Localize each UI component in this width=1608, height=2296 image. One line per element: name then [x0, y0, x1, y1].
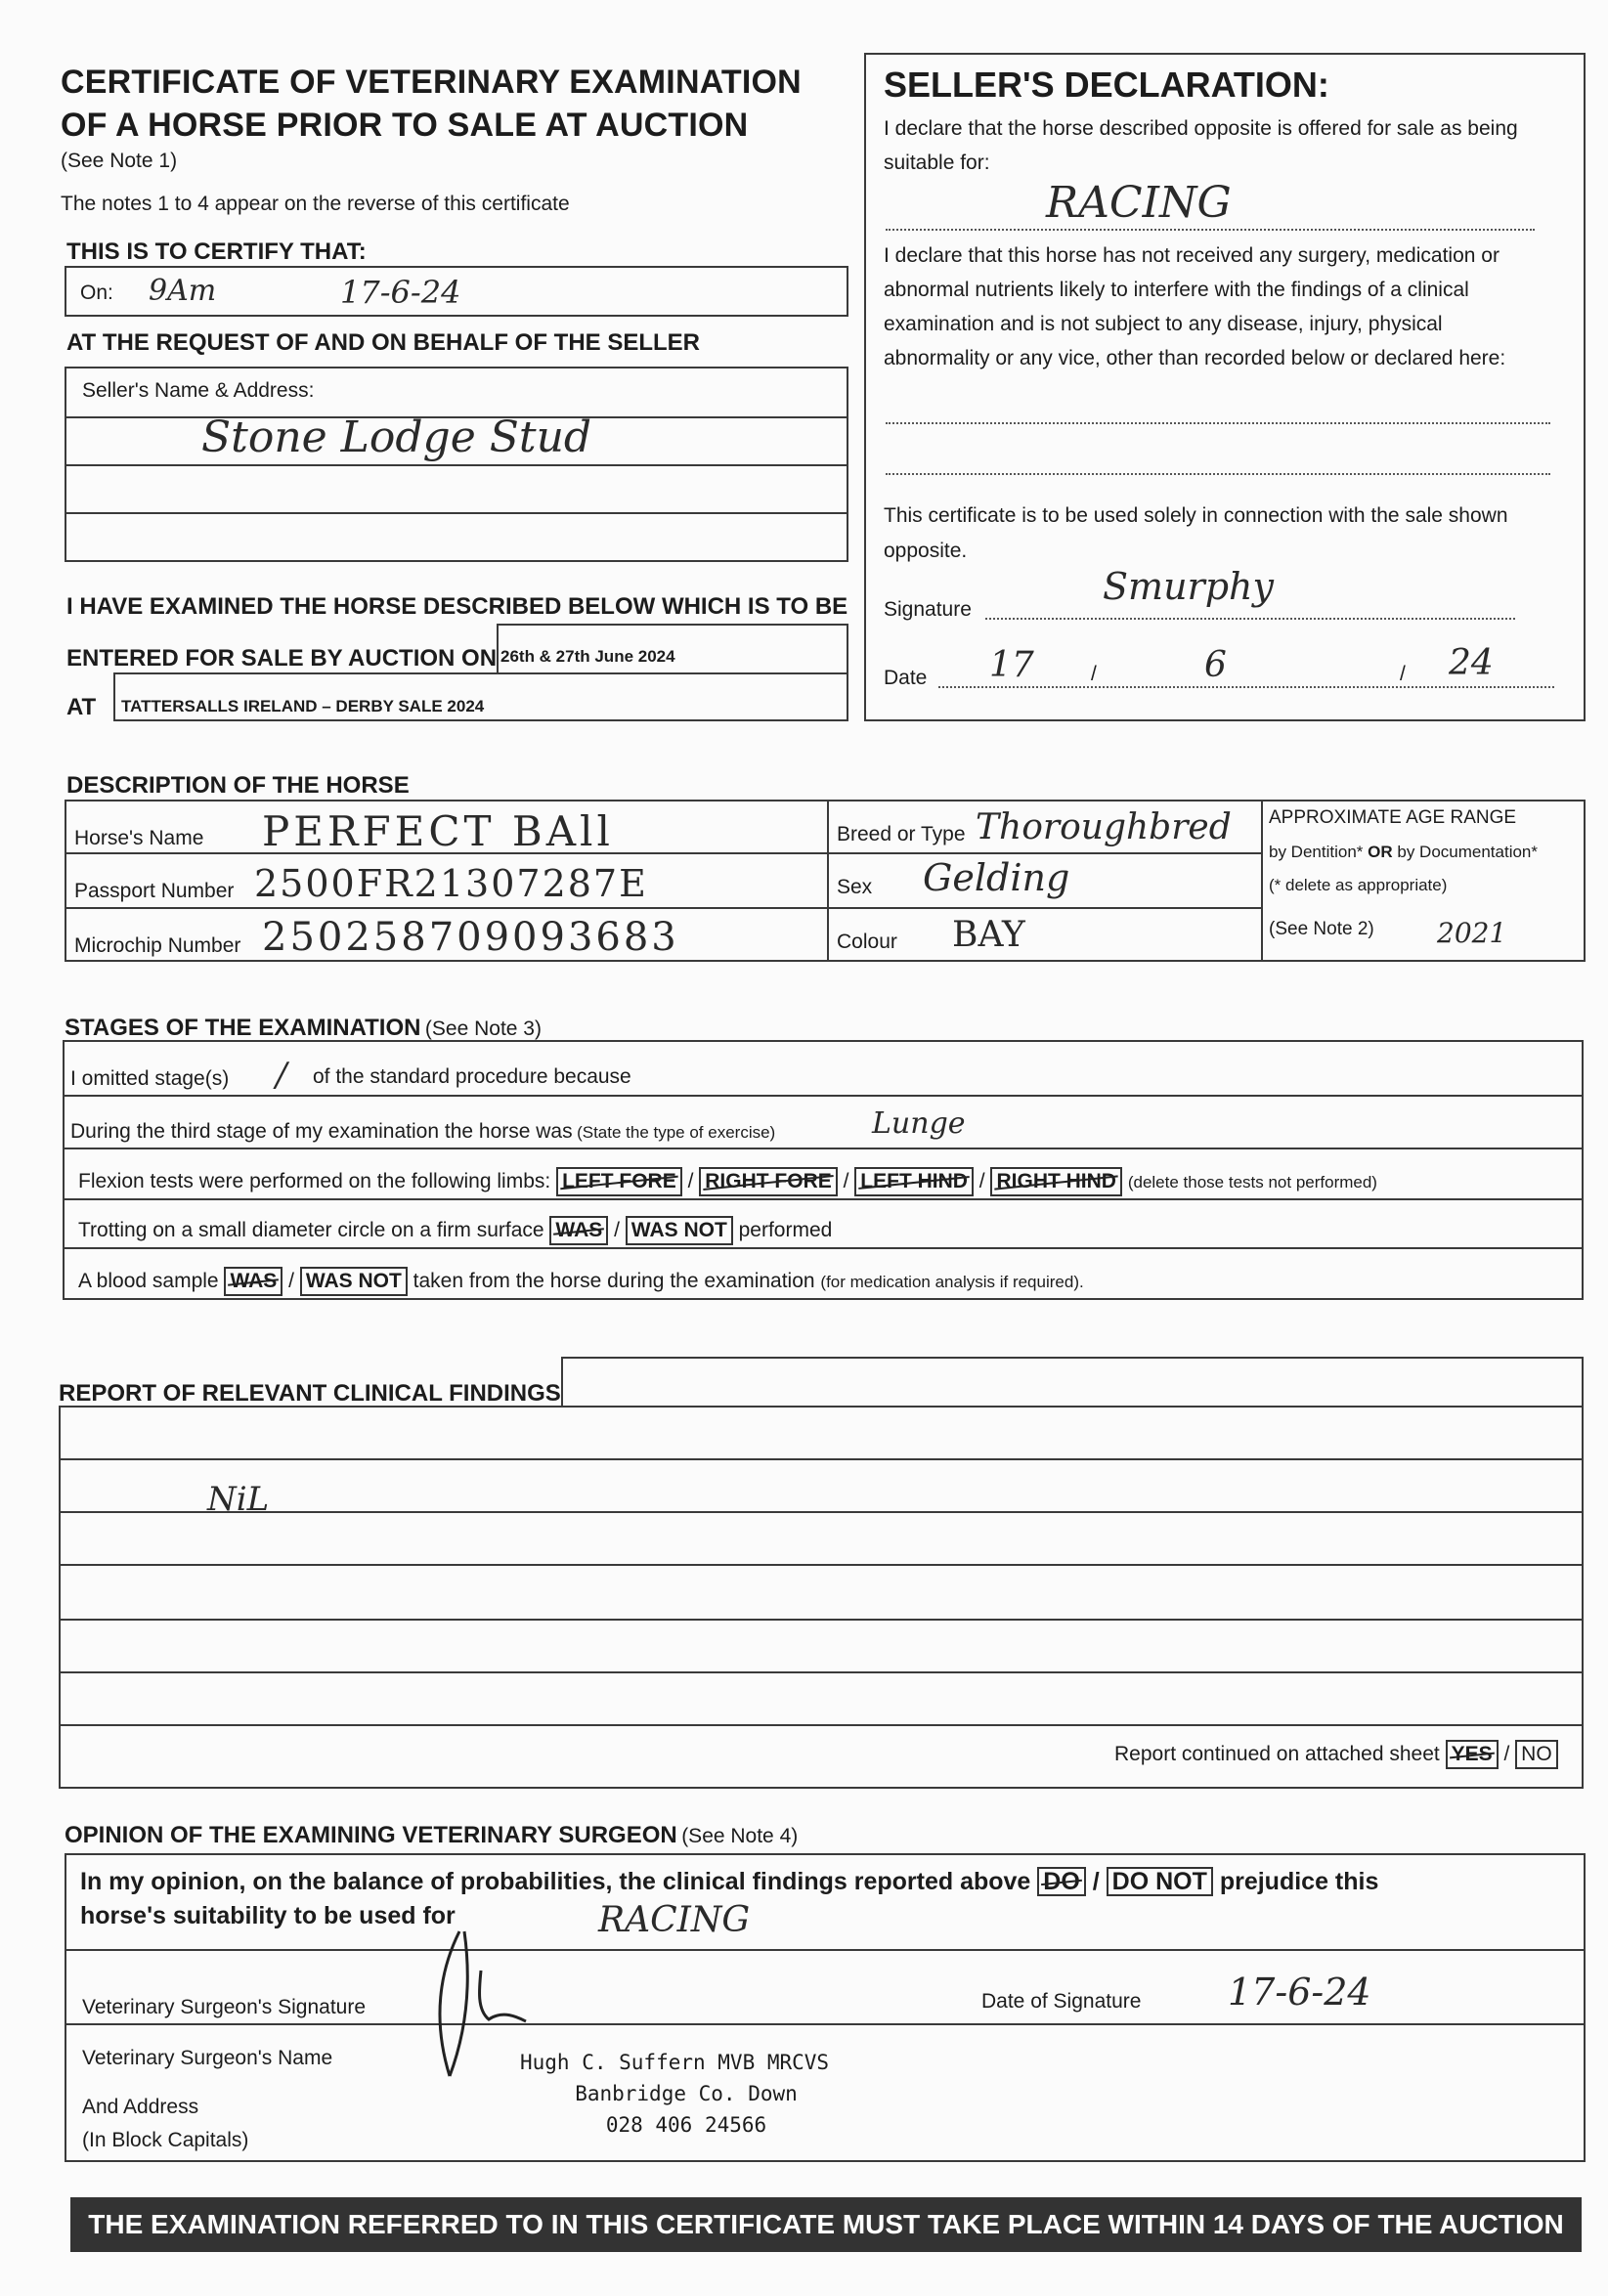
omitted-stages-label: I omitted stage(s) [70, 1067, 230, 1090]
blood-note: (for medication analysis if required). [820, 1273, 1084, 1291]
blood-tail: taken from the horse during the examination [413, 1270, 815, 1292]
trotting-performed: performed [738, 1219, 833, 1241]
sex-value[interactable]: Gelding [923, 856, 1070, 899]
blood-was-not-option[interactable]: WAS NOT [300, 1267, 408, 1296]
description-heading: DESCRIPTION OF THE HORSE [66, 772, 410, 799]
colour-label: Colour [837, 931, 897, 953]
certify-heading: THIS IS TO CERTIFY THAT: [66, 238, 367, 265]
trotting-row: Trotting on a small diameter circle on a firm surface WAS / WAS NOT performed [78, 1216, 832, 1245]
certificate-title-line1: CERTIFICATE OF VETERINARY EXAMINATION [61, 64, 802, 101]
opinion-heading: OPINION OF THE EXAMINING VETERINARY SURGEON [65, 1822, 677, 1848]
opinion-row: In my opinion, on the balance of probabilities, the clinical findings reported above DO / DO NOT prejudice this [80, 1868, 1379, 1895]
omitted-stages-value[interactable]: / [276, 1056, 287, 1095]
age-heading: APPROXIMATE AGE RANGE [1269, 807, 1517, 828]
age-value[interactable]: 2021 [1437, 917, 1507, 949]
vet-address-label: And Address [82, 2096, 199, 2118]
sale-name: TATTERSALLS IRELAND – DERBY SALE 2024 [121, 697, 485, 715]
age-see-note: (See Note 2) [1269, 919, 1374, 939]
findings-value[interactable]: NiL [207, 1480, 270, 1519]
blood-row: A blood sample WAS / WAS NOT taken from the horse during the examination (for medication analysis if required). [78, 1267, 1084, 1296]
blood-label: A blood sample [78, 1270, 219, 1292]
signature-label: Signature [884, 598, 972, 621]
at-label: AT [66, 694, 97, 720]
flexion-note: (delete those tests not performed) [1127, 1173, 1377, 1191]
flexion-row: Flexion tests were performed on the following limbs: LEFT FORE / RIGHT FORE / LEFT HIND / RIGHT HIND (delete those tests not performed) [78, 1167, 1377, 1196]
third-stage-value[interactable]: Lunge [872, 1106, 966, 1141]
limb-left-fore[interactable]: LEFT FORE [556, 1167, 682, 1196]
omitted-stages-because: of the standard procedure because [313, 1065, 631, 1088]
trotting-label: Trotting on a small diameter circle on a firm surface [78, 1219, 544, 1241]
microchip-label: Microchip Number [74, 934, 241, 957]
declaration-date-label: Date [884, 667, 928, 689]
stamp-line1: Hugh C. Suffern MVB MRCVS [520, 2051, 830, 2074]
request-heading: AT THE REQUEST OF AND ON BEHALF OF THE SELLER [66, 329, 700, 356]
declaration-text3a: This certificate is to be used solely in connection with the sale shown [884, 504, 1508, 527]
breed-label: Breed or Type [837, 823, 966, 845]
suitable-for-value[interactable]: RACING [1046, 178, 1232, 228]
vet-stamp [520, 2047, 830, 2141]
seller-name-label: Seller's Name & Address: [82, 379, 315, 402]
findings-heading: REPORT OF RELEVANT CLINICAL FINDINGS [59, 1380, 561, 1407]
sale-dates: 26th & 27th June 2024 [500, 647, 675, 666]
seller-name-value[interactable]: Stone Lodge Stud [201, 412, 592, 462]
passport-value[interactable]: 2500FR21307287E [254, 862, 648, 905]
declaration-text3b: opposite. [884, 540, 968, 562]
block-capitals-label: (In Block Capitals) [82, 2129, 249, 2151]
vet-name-label: Veterinary Surgeon's Name [82, 2047, 333, 2069]
declaration-date-year[interactable]: 24 [1449, 643, 1494, 683]
certificate-title-line2: OF A HORSE PRIOR TO SALE AT AUCTION [61, 107, 749, 144]
opinion-text-a: In my opinion, on the balance of probabilities, the clinical findings reported above [80, 1868, 1031, 1895]
continued-no-option[interactable]: NO [1515, 1740, 1558, 1769]
findings-box [59, 1406, 1584, 1789]
trotting-was-option[interactable]: WAS [549, 1216, 608, 1245]
on-label: On: [80, 282, 113, 304]
age-delete-note: (* delete as appropriate) [1269, 876, 1448, 894]
declaration-text2c: examination and is not subject to any disease, injury, physical [884, 313, 1443, 335]
declaration-text1b: suitable for: [884, 152, 990, 174]
continued-label: Report continued on attached sheet [1114, 1743, 1440, 1765]
limb-right-fore[interactable]: RIGHT FORE [699, 1167, 838, 1196]
age-or: OR [1368, 843, 1393, 861]
microchip-value[interactable]: 250258709093683 [262, 915, 679, 960]
declaration-text2a: I declare that this horse has not received any surgery, medication or [884, 244, 1499, 267]
seller-declaration-heading: SELLER'S DECLARATION: [884, 65, 1329, 105]
flexion-label: Flexion tests were performed on the following limbs: [78, 1170, 551, 1192]
opinion-text-b: prejudice this [1219, 1868, 1379, 1895]
examined-line1: I HAVE EXAMINED THE HORSE DESCRIBED BELOW WHICH IS TO BE [66, 593, 848, 620]
blood-was-option[interactable]: WAS [224, 1267, 282, 1296]
declaration-date-month[interactable]: 6 [1204, 645, 1227, 685]
declaration-text2d: abnormality or any vice, other than recorded below or declared here: [884, 347, 1506, 369]
opinion-used-for[interactable]: RACING [598, 1900, 751, 1940]
stages-note: (See Note 3) [424, 1018, 542, 1040]
see-note-1: (See Note 1) [61, 150, 178, 172]
sex-label: Sex [837, 876, 873, 898]
age-by-dentition[interactable]: by Dentition* [1269, 843, 1364, 861]
declaration-text1a: I declare that the horse described opposite is offered for sale as being [884, 117, 1518, 140]
date-of-signature-label: Date of Signature [981, 1990, 1142, 2013]
notes-line: The notes 1 to 4 appear on the reverse of this certificate [61, 193, 570, 215]
continued-yes-option[interactable]: YES [1446, 1740, 1499, 1769]
vet-signature[interactable] [420, 1912, 528, 2088]
third-stage-note: (State the type of exercise) [577, 1123, 776, 1142]
opinion-note: (See Note 4) [681, 1825, 799, 1847]
continued-row: Report continued on attached sheet YES / NO [1114, 1740, 1558, 1769]
horse-name-value[interactable]: PERFECT BAll [262, 807, 614, 855]
age-by-documentation[interactable]: by Documentation* [1397, 843, 1538, 861]
footer-banner: THE EXAMINATION REFERRED TO IN THIS CERTIFICATE MUST TAKE PLACE WITHIN 14 DAYS OF THE AUCTION [70, 2197, 1582, 2252]
breed-value[interactable]: Thoroughbred [976, 807, 1232, 847]
stamp-line3: 028 406 24566 [605, 2113, 767, 2137]
horse-name-label: Horse's Name [74, 827, 204, 849]
trotting-was-not-option[interactable]: WAS NOT [626, 1216, 733, 1245]
declaration-text2b: abnormal nutrients likely to interfere with the findings of a clinical [884, 279, 1469, 301]
seller-signature[interactable]: Smurphy [1103, 565, 1274, 608]
limb-right-hind[interactable]: RIGHT HIND [990, 1167, 1122, 1196]
examined-line2: ENTERED FOR SALE BY AUCTION ON [66, 645, 498, 671]
opinion-text-c: horse's suitability to be used for [80, 1902, 456, 1929]
vet-signature-label: Veterinary Surgeon's Signature [82, 1996, 367, 2018]
stages-heading: STAGES OF THE EXAMINATION [65, 1015, 421, 1041]
opinion-do-option[interactable]: DO [1037, 1867, 1086, 1896]
date-of-signature-value[interactable]: 17-6-24 [1228, 1971, 1371, 2014]
exam-date[interactable]: 17-6-24 [340, 274, 461, 311]
third-stage-label: During the third stage of my examination the horse was [70, 1120, 573, 1143]
declaration-date-day[interactable]: 17 [989, 645, 1034, 685]
opinion-do-not-option[interactable]: DO NOT [1107, 1867, 1213, 1896]
stamp-line2: Banbridge Co. Down [575, 2082, 798, 2105]
passport-label: Passport Number [74, 880, 235, 902]
exam-time[interactable]: 9Am [149, 274, 217, 308]
colour-value[interactable]: BAY [952, 915, 1025, 955]
limb-left-hind[interactable]: LEFT HIND [854, 1167, 974, 1196]
